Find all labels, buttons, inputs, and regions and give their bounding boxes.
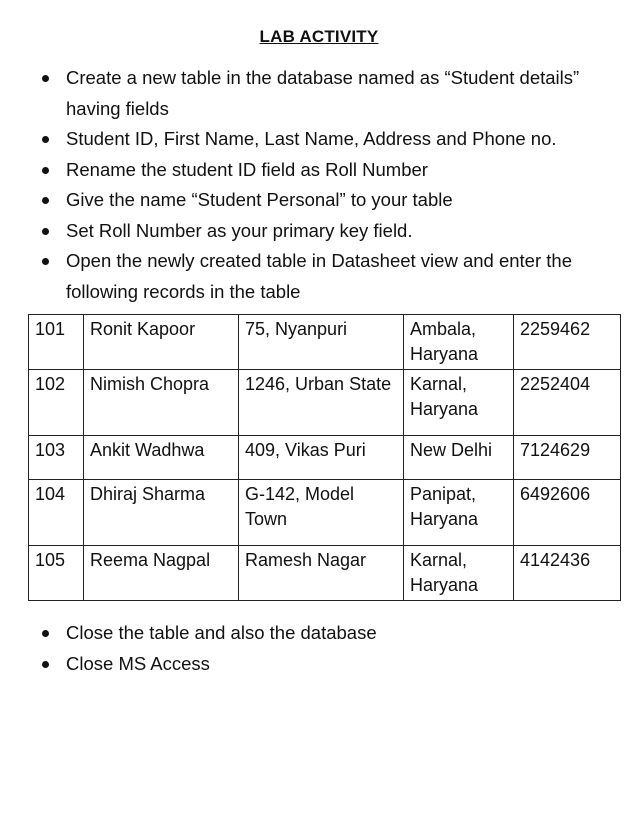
bullet-icon (42, 197, 49, 204)
city-cell: Panipat, Haryana (404, 480, 514, 546)
instruction-text: Student ID, First Name, Last Name, Address and Phone no. (66, 128, 557, 149)
instruction-text: Give the name “Student Personal” to your table (66, 189, 453, 210)
table-row (29, 315, 621, 370)
bullet-icon (42, 661, 49, 668)
instruction-text: Set Roll Number as your primary key field. (66, 219, 413, 241)
table-row (29, 546, 621, 601)
instruction-text: Close MS Access (66, 652, 210, 674)
address-cell: 409, Vikas Puri (239, 436, 404, 480)
instruction-text: Open the newly created table in Datasheet view and enter the following records in the table (66, 250, 572, 302)
name-cell: Reema Nagpal (84, 546, 239, 601)
instruction-item (38, 185, 618, 216)
roll-number-cell: 103 (29, 436, 84, 480)
closing-instruction-list (38, 618, 618, 679)
city-cell: Ambala, Haryana (404, 315, 514, 370)
table-row (29, 436, 621, 480)
bullet-icon (42, 258, 49, 265)
name-cell: Ankit Wadhwa (84, 436, 239, 480)
page-title: LAB ACTIVITY (259, 27, 379, 46)
instruction-item (38, 216, 618, 247)
name-cell: Nimish Chopra (84, 370, 239, 436)
bullet-icon (42, 228, 49, 235)
address-cell: 1246, Urban State (239, 370, 404, 436)
address-cell: G-142, Model Town (239, 480, 404, 546)
address-cell: Ramesh Nagar (239, 546, 404, 601)
phone-cell: 4142436 (514, 546, 621, 601)
table-row (29, 370, 621, 436)
instruction-item (38, 63, 618, 124)
instruction-item (38, 246, 618, 307)
phone-cell: 2259462 (514, 315, 621, 370)
records-table (28, 314, 621, 601)
table-row (29, 480, 621, 546)
phone-cell: 6492606 (514, 480, 621, 546)
bullet-icon (42, 630, 49, 637)
name-cell: Ronit Kapoor (84, 315, 239, 370)
city-cell: New Delhi (404, 436, 514, 480)
instruction-list (38, 63, 618, 307)
phone-cell: 7124629 (514, 436, 621, 480)
address-cell: 75, Nyanpuri (239, 315, 404, 370)
instruction-item (38, 618, 618, 649)
bullet-icon (42, 167, 49, 174)
roll-number-cell: 102 (29, 370, 84, 436)
roll-number-cell: 105 (29, 546, 84, 601)
phone-cell: 2252404 (514, 370, 621, 436)
bullet-icon (42, 75, 49, 82)
bullet-icon (42, 136, 49, 143)
city-cell: Karnal, Haryana (404, 546, 514, 601)
instruction-text: Create a new table in the database named as “Student details” having fields (66, 67, 580, 119)
city-cell: Karnal, Haryana (404, 370, 514, 436)
name-cell: Dhiraj Sharma (84, 480, 239, 546)
instruction-text: Rename the student ID field as Roll Number (66, 158, 428, 180)
instruction-item (38, 649, 618, 680)
instruction-item (38, 124, 618, 155)
roll-number-cell: 101 (29, 315, 84, 370)
instruction-text: Close the table and also the database (66, 622, 377, 643)
instruction-item (38, 155, 618, 186)
roll-number-cell: 104 (29, 480, 84, 546)
